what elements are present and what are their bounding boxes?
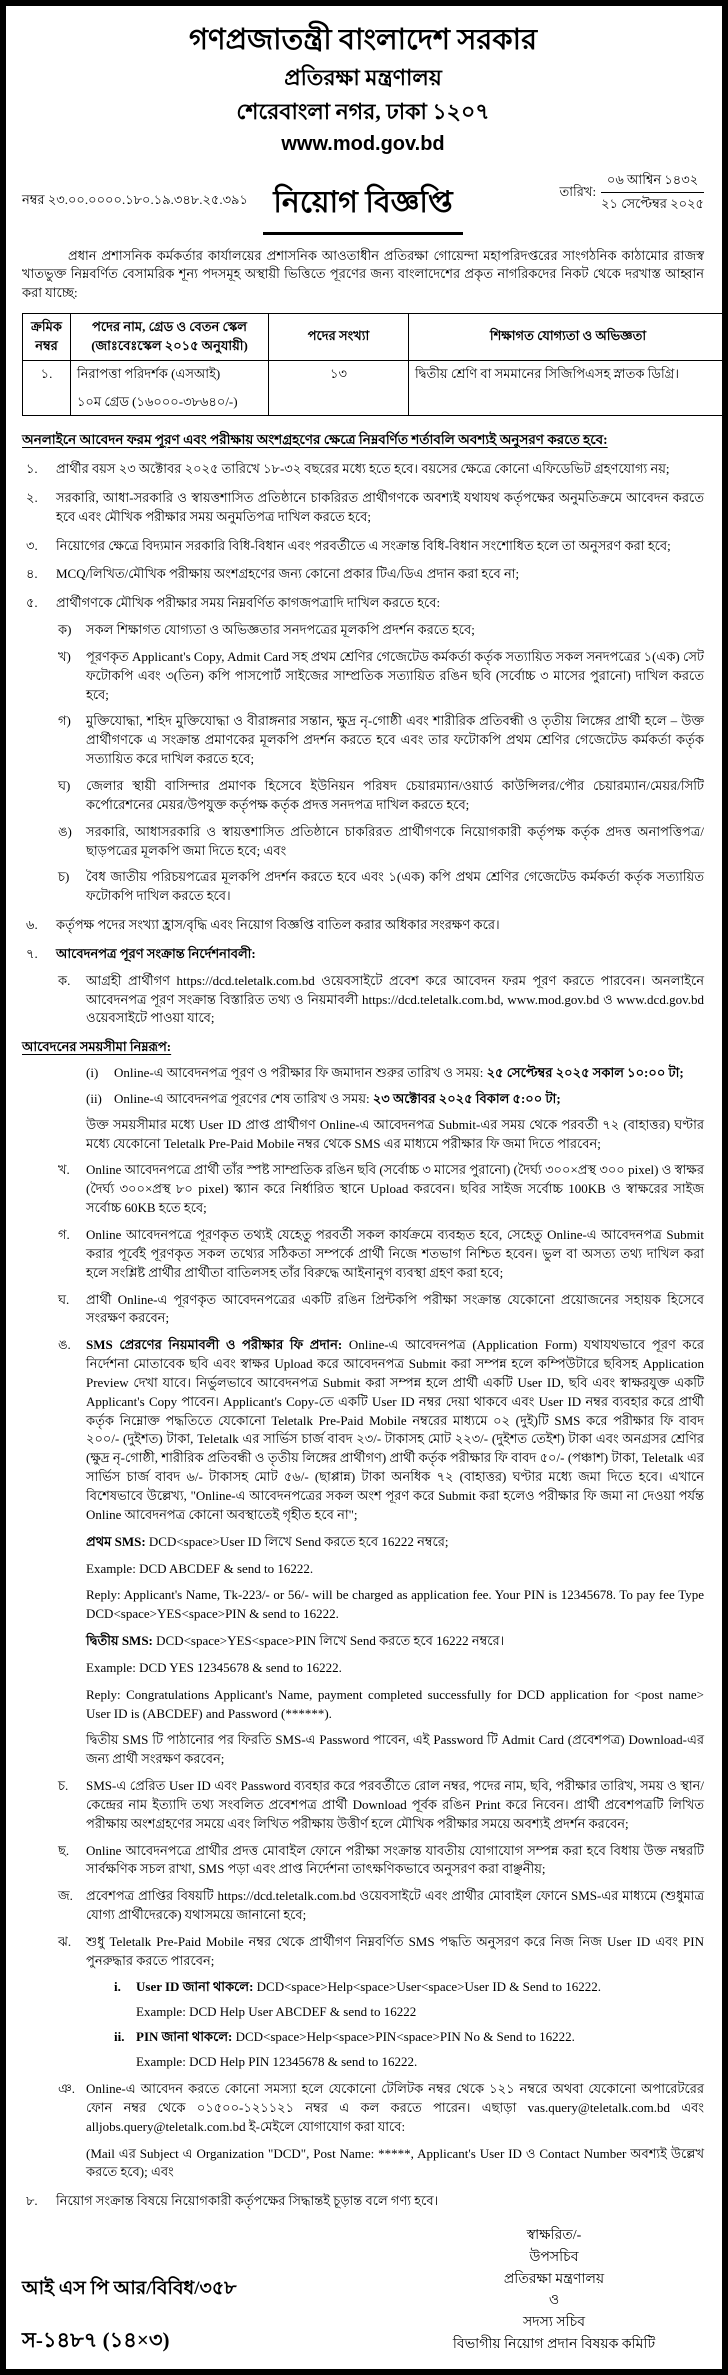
date-bangla: ০৬ আশ্বিন ১৪৩২ — [601, 171, 704, 193]
sub-number: জ. — [58, 1888, 73, 1904]
item-number: ৭. — [26, 945, 38, 961]
instruction-sub-nya — [58, 2080, 704, 2137]
sub-text: Online-এ আবেদন করতে কোনো সমস্যা হলে যেকোনো টেলিটক নম্বর থেকে ১২১ নম্বরে অথবা যেকোনো অপারেটরের ফোন নম্বর থেকে ০১৫০০-১২১১২১ নম্বর এ কল করতে পারেন। এছাড়া vas.query@teletalk.com.bd এবং alljobs.query@teletalk.com.bd ই-মেইলে যোগাযোগ করা যাবে: — [86, 2081, 704, 2134]
deadline-number: (i) — [86, 1065, 99, 1081]
sub-number: গ) — [58, 713, 71, 729]
deadline-text — [114, 1064, 704, 1083]
second-sms-text: DCD<space>YES<space>PIN লিখে Send করতে হবে 16222 নম্বরে। — [156, 1633, 505, 1649]
sub-number: খ) — [58, 648, 71, 664]
sub-number: ছ. — [58, 1842, 70, 1858]
second-sms-reply: Reply: Congratulations Applicant's Name, payment completed successfully for DCD application for <post name> User ID is (ABCDEF) and Password (******). — [86, 1686, 704, 1721]
second-sms-line — [86, 1632, 704, 1651]
password-note: দ্বিতীয় SMS টি পাঠানোর পর ফিরতি SMS-এ Password পাবেন, এই Password টি Admit Card (প্রবেশপত্র) Download-এর জন্য প্রার্থী সংরক্ষণ করবেন; — [86, 1732, 704, 1767]
ministry-address: শেরেবাংলা নগর, ঢাকা ১২০৭ — [236, 99, 490, 125]
signatory-committee: বিভাগীয় নিয়োগ প্রদান বিষয়ক কমিটি — [452, 2336, 656, 2352]
first-sms-reply: Reply: Applicant's Name, Tk-223/- or 56/- will be charged as application fee. Your PIN is 12345678. To pay fee Type DCD<space>YES<space>PIN & send to 16222. — [86, 1587, 704, 1622]
sub-number: ঘ. — [58, 1291, 70, 1307]
document-footer — [22, 2219, 704, 2355]
deadline-note: উক্ত সময়সীমার মধ্যে User ID প্রাপ্ত প্রার্থীগণ Online-এ আবেদনপত্র Submit-এর সময় থেকে পরবর্তী ৭২ (বাহাত্তর) ঘণ্টার মধ্যে যেকোনো Teletalk Pre-Paid Mobile নম্বর থেকে SMS এর মাধ্যমে পরীক্ষার ফি জমা দিতে পারবেন; — [86, 1116, 704, 1151]
item-text: সরকারি, আধা-সরকারি ও স্বায়ত্তশাসিত প্রতিষ্ঠানে চাকরিরত প্রার্থীগণকে অবশ্যই যথাযথ কর্তৃপক্ষের অনুমতিক্রমে আবেদন করতে হবে এবং মৌখিক পরীক্ষার সময় অনুমতিপত্র দাখিল করতে হবে; — [56, 489, 704, 524]
sub-text: প্রার্থী Online-এ পূরণকৃত আবেদনপত্রের একটি রঙিন প্রিন্টকপি পরীক্ষা সংক্রান্ত যেকোনো প্রয়োজনের সহায়ক হিসেবে সংরক্ষণ করবেন; — [86, 1291, 704, 1326]
posts-table — [22, 313, 728, 416]
sub-number: ঙ) — [58, 823, 72, 839]
item-number: ২. — [26, 489, 38, 505]
recovery-command: DCD<space>Help<space>User<space>User ID & Send to 16222. — [256, 1978, 602, 1994]
sub-text: SMS-এ প্রেরিত User ID এবং Password ব্যবহার করে পরবর্তীতে রোল নম্বর, পদের নাম, ছবি, পরীক্ষার তারিখ, সময় ও স্থান/কেন্দ্রের নাম ইত্যাদি তথ্য সংবলিত প্রবেশপত্র প্রার্থী Download পূর্বক রঙিন Print করে নিবেন। প্রার্থী প্রবেশপত্রটি লিখিত পরীক্ষায় অংশগ্রহণের সময়ে এবং লিখিত পরীক্ষায় উত্তীর্ণ হলে মৌখিক পরীক্ষার সময়ে অবশ্যই প্রদর্শন করবেন; — [86, 1778, 704, 1831]
recovery-lead: PIN জানা থাকলে: — [136, 2029, 233, 2045]
signature-block — [404, 2225, 704, 2355]
deadline-label: Online-এ আবেদনপত্র পূরণের শেষ তারিখ ও সময়: — [114, 1090, 370, 1106]
sub-text: সকল শিক্ষাগত যোগ্যতা ও অভিজ্ঞতার সনদপত্রের মূলকপি প্রদর্শন করতে হবে; — [86, 622, 475, 638]
sub-text: পূরণকৃত Applicant's Copy, Admit Card সহ প্রথম শ্রেণির গেজেটেড কর্মকর্তা কর্তৃক সত্যায়িত সকল সনদপত্রের ১(এক) সেট ফটোকপি এবং ৩(তিন) কপি পাসপোর্ট সাইজের সাম্প্রতিক সত্যায়িত রঙিন ছবি (সর্বোচ্চ ৩ মাসের পুরানো) দাখিল করতে হবে; — [86, 648, 704, 702]
item-text: নিয়োগ সংক্রান্ত বিষয়ে নিয়োগকারী কর্তৃপক্ষের সিদ্ধান্তই চূড়ান্ত বলে গণ্য হবে। — [56, 2193, 439, 2209]
item-number: ১. — [26, 461, 38, 476]
recovery-text — [136, 2028, 704, 2047]
col-count: পদের সংখ্যা — [269, 314, 409, 361]
row-post — [71, 360, 269, 416]
row-qualification: দ্বিতীয় শ্রেণি বা সমমানের সিজিপিএসহ স্নাতক ডিগ্রি। — [409, 360, 728, 416]
first-sms-label: প্রথম SMS: — [86, 1533, 146, 1549]
date-label: তারিখ: — [559, 183, 597, 199]
sub-text — [86, 1336, 704, 1524]
second-sms-example: Example: DCD YES 12345678 & send to 16222. — [86, 1659, 342, 1675]
sub-text: বৈধ জাতীয় পরিচয়পত্রের মূলকপি প্রদর্শন করতে হবে এবং ১(এক) কপি প্রথম শ্রেণির গেজেটেড কর্মকর্তা কর্তৃক সত্যায়িত ফটোকপি দাখিল করতে হবে। — [86, 869, 704, 904]
sub-number: ক. — [58, 972, 71, 988]
row-serial: ১. — [23, 360, 71, 416]
deadline-text — [114, 1090, 704, 1109]
signatory-title-2: সদস্য সচিব — [522, 2314, 585, 2330]
sub-number: খ. — [58, 1162, 70, 1178]
post-grade: ১০ম গ্রেড (১৬০০০-৩৮৬৪০/-) — [77, 393, 238, 409]
instruction-sub-cha — [58, 1842, 704, 1880]
ministry-website: www.mod.gov.bd — [281, 133, 445, 156]
condition-5-sub-ga — [58, 712, 704, 769]
sub-number: গ. — [58, 1227, 70, 1242]
item-text: প্রার্থীর বয়স ২৩ অক্টোবর ২০২৫ তারিখে ১৮-৩২ বছরের মধ্যে হতে হবে। বয়সের ক্ষেত্রে কোনো এফিডেভিট গ্রহণযোগ্য নয়; — [56, 461, 670, 476]
recovery-number: i. — [114, 1978, 121, 1994]
sms-rules-lead: SMS প্রেরণের নিয়মাবলী ও পরীক্ষার ফি প্রদান: — [86, 1337, 343, 1353]
first-sms-example: Example: DCD ABCDEF & send to 16222. — [86, 1560, 314, 1576]
instruction-sub-ca — [58, 1777, 704, 1834]
notice-title: নিয়োগ বিজ্ঞপ্তি — [263, 181, 462, 235]
issue-date — [469, 171, 704, 214]
instruction-sub-kha — [58, 1161, 704, 1218]
sub-text: সরকারি, আধাসরকারি ও স্বায়ত্তশাসিত প্রতিষ্ঠানে চাকরিরত প্রার্থীগণকে নিয়োগকারী কর্তৃপক্ষ কর্তৃক প্রদত্ত অনাপত্তিপত্র/ছাড়পত্রের মূলকপি জমা দিতে হবে; এবং — [86, 823, 704, 858]
sub-number: ঞ. — [58, 2081, 75, 2097]
deadline-item-ii — [86, 1090, 704, 1109]
sub-number: ক) — [58, 622, 72, 638]
item-text: প্রার্থীগণকে মৌখিক পরীক্ষার সময় নিম্নবর্ণিত কাগজপত্রাদি দাখিল করতে হবে: — [56, 595, 441, 611]
condition-item-3 — [22, 537, 704, 556]
signatory-ministry: প্রতিরক্ষা মন্ত্রণালয় — [503, 2271, 605, 2287]
sub-number: চ. — [58, 1778, 69, 1794]
recovery-text — [136, 1978, 704, 1997]
sub-text: প্রবেশপত্র প্রাপ্তির বিষয়টি https://dcd.teletalk.com.bd ওয়েবসাইটে এবং প্রার্থীর মোবাইল ফোনে SMS-এর মাধ্যমে (শুধুমাত্র যোগ্য প্রার্থীদেরকে) যথাসময়ে জানানো হবে; — [86, 1888, 704, 1923]
condition-item-5 — [22, 594, 704, 613]
instruction-sub-jha — [58, 1933, 704, 1971]
deadline-heading: আবেদনের সময়সীমা নিম্নরূপ: — [22, 1039, 172, 1055]
item-text: MCQ/লিখিত/মৌখিক পরীক্ষায় অংশগ্রহণের জন্য কোনো প্রকার টিএ/ডিএ প্রদান করা হবে না; — [56, 566, 520, 582]
condition-5-sub-uma — [58, 823, 704, 861]
instructions-heading: আবেদনপত্র পূরণ সংক্রান্ত নির্দেশনাবলী: — [56, 945, 256, 961]
condition-5-sub-kha — [58, 648, 704, 705]
deadline-number: (ii) — [86, 1090, 102, 1106]
item-text: নিয়োগের ক্ষেত্রে বিদ্যমান সরকারি বিধি-বিধান এবং পরবর্তীতে এ সংক্রান্ত বিধি-বিধান সংশোধিত হলে তা অনুসরণ করা হবে; — [56, 537, 671, 553]
signature-conjunction: ও — [548, 2293, 560, 2309]
second-sms-label: দ্বিতীয় SMS: — [86, 1633, 153, 1649]
recovery-number: ii. — [114, 2029, 125, 2045]
sub-number: ঘ) — [58, 777, 71, 793]
row-count: ১৩ — [269, 360, 409, 416]
sub-text: Online আবেদনপত্রে প্রার্থীর প্রদত্ত মোবাইল ফোনে পরীক্ষা সংক্রান্ত যাবতীয় যোগাযোগ সম্পন্ন করা হবে বিধায় উক্ত নম্বরটি সার্বক্ষণিক সচল রাখা, SMS পড়া এবং প্রাপ্ত নির্দেশনা তাৎক্ষণিকভাবে অনুসরণ করা বাঞ্ছনীয়; — [86, 1842, 704, 1877]
recovery-example-ii: Example: DCD Help PIN 12345678 & send to 16222. — [136, 2054, 418, 2070]
signatory-title: উপসচিব — [529, 2249, 579, 2265]
item-text: কর্তৃপক্ষ পদের সংখ্যা হ্রাস/বৃদ্ধি এবং নিয়োগ বিজ্ঞপ্তি বাতিল করার অধিকার সংরক্ষণ করে। — [56, 917, 500, 933]
recovery-command: DCD<space>Help<space>PIN<space>PIN No & Send to 16222. — [235, 2029, 575, 2045]
deadline-label: Online-এ আবেদনপত্র পূরণ ও পরীক্ষার ফি জমাদান শুরুর তারিখ ও সময়: — [114, 1065, 484, 1081]
recovery-item-ii — [114, 2028, 704, 2047]
instruction-sub-ka — [58, 972, 704, 1029]
sub-text: মুক্তিযোদ্ধা, শহিদ মুক্তিযোদ্ধা ও বীরাঙ্গনার সন্তান, ক্ষুদ্র নৃ-গোষ্ঠী এবং শারীরিক প্রতিবন্ধী ও তৃতীয় লিঙ্গের প্রার্থী হলে – উক্ত প্রার্থীগণকে এ সংক্রান্ত প্রমাণকের মূলকপি প্রদর্শন করতে হবে এবং তার ফটোকপি প্রথম শ্রেণির গেজেটেড কর্মকর্তা কর্তৃক সত্যায়িত করে দাখিল করতে হবে; — [86, 713, 704, 767]
sub-text: জেলার স্থায়ী বাসিন্দার প্রমাণক হিসেবে ইউনিয়ন পরিষদ চেয়ারম্যান/ওয়ার্ড কাউন্সিলর/পৌর চেয়ারম্যান/মেয়র/সিটি কর্পোরেশনের মেয়র/উপযুক্ত কর্তৃপক্ষ কর্তৃক প্রদত্ত সনদপত্র দাখিল করতে হবে; — [86, 777, 704, 812]
condition-item-2 — [22, 489, 704, 527]
memo-title-date-row — [22, 165, 704, 235]
item-number: ৫. — [26, 595, 38, 611]
first-sms-text: DCD<space>User ID লিখে Send করতে হবে 16222 নম্বরে; — [148, 1533, 449, 1549]
sub-number: ঝ. — [58, 1934, 72, 1949]
instruction-sub-ga — [58, 1226, 704, 1283]
deadline-value: ২৫ সেপ্টেম্বর ২০২৫ সকাল ১০:০০ টা; — [486, 1065, 684, 1081]
post-name: নিরাপত্তা পরিদর্শক (এসআই) — [77, 365, 221, 381]
ministry-name: প্রতিরক্ষা মন্ত্রণালয় — [284, 65, 442, 91]
first-sms-line — [86, 1533, 704, 1552]
col-qualification: শিক্ষাগত যোগ্যতা ও অভিজ্ঞতা — [409, 314, 728, 361]
deadline-value: ২৩ অক্টোবর ২০২৫ বিকাল ৫:০০ টা; — [372, 1090, 561, 1106]
sub-text: শুধু Teletalk Pre-Paid Mobile নম্বর থেকে প্রার্থীগণ নিম্নবর্ণিত SMS পদ্ধতি অনুসরণ করে নিজ নিজ User ID এবং PIN পুনরুদ্ধার করতে পারবেন; — [86, 1934, 704, 1968]
col-serial: ক্রমিক নম্বর — [23, 314, 71, 361]
instruction-sub-uma — [58, 1336, 704, 1524]
recovery-lead: User ID জানা থাকলে: — [136, 1978, 254, 1994]
condition-5-sub-ka — [58, 621, 704, 640]
table-row — [23, 360, 728, 416]
sub-text: Online আবেদনপত্রে পূরণকৃত তথ্যই যেহেতু পরবর্তী সকল কার্যক্রমে ব্যবহৃত হবে, সেহেতু Online-এ আবেদনপত্র Submit করার পূর্বেই পূরণকৃত সকল তথ্যের সঠিকতা সম্পর্কে প্রার্থী নিজে শতভাগ নিশ্চিত হবেন। ভুল বা অসত্য তথ্য দাখিল করা হলে সংশ্লিষ্ট প্রার্থীর প্রার্থীতা বাতিলসহ তাঁর বিরুদ্ধে আইনানুগ ব্যবস্থা গ্রহণ করা হবে; — [86, 1227, 704, 1280]
ispr-code: আই এস পি আর/বিবিধ/৩৫৮ — [22, 2278, 237, 2300]
item-number: ৬. — [26, 917, 38, 933]
sub-text: Online আবেদনপত্রে প্রার্থী তাঁর স্পষ্ট সাম্প্রতিক রঙিন ছবি (সর্বোচ্চ ৩ মাসের পুরানো) (দৈর্ঘ্য ৩০০×প্রস্থ ৩০০ pixel) ও স্বাক্ষর (দৈর্ঘ্য ৩০০×প্রস্থ ৮০ pixel) স্ক্যান করে নির্ধারিত স্থানে Upload করবেন। ছবির সাইজ সর্বোচ্চ 100KB ও স্বাক্ষরের সাইজ সর্বোচ্চ 60KB হতে হবে; — [86, 1162, 704, 1216]
conditions-heading: অনলাইনে আবেদন ফরম পূরণ এবং পরীক্ষায় অংশগ্রহণের ক্ষেত্রে নিম্নবর্ণিত শর্তাবলি অবশ্যই অনুসরণ করতে হবে: — [22, 432, 608, 448]
sms-rules-body: Online-এ আবেদনপত্র (Application Form) যথাযথভাবে পূরণ করে নির্দেশনা মোতাবেক ছবি এবং স্বাক্ষর Upload করে আবেদনপত্র Submit করা সম্পন্ন হলে কম্পিউটারে ছবিসহ Application Preview দেখা যাবে। নির্ভুলভাবে আবেদনপত্র Submit করা সম্পন্ন হলে প্রার্থী একটি User ID, ছবি এবং স্বাক্ষরযুক্ত একটি Applicant's Copy পাবেন। Applicant's Copy-তে একটি User ID নম্বর দেয়া থাকবে এবং User ID নম্বর ব্যবহার করে প্রার্থী কর্তৃক নিম্নোক্ত পদ্ধতিতে যেকোনো Teletalk Pre-Paid Mobile নম্বরের মাধ্যমে ০২ (দুই)টি SMS করে পরীক্ষার ফি বাবদ ২০০/- (দুইশত) টাকা, Teletalk এর সার্ভিস চার্জ বাবদ ২৩/- টাকাসহ মোট ২২৩/- (দুইশত তেইশ) টাকা এবং অনগ্রসর শ্রেণির (ক্ষুদ্র নৃ-গোষ্ঠী, শারীরিক প্রতিবন্ধী ও তৃতীয় লিঙ্গের প্রার্থীগণ) প্রার্থী কর্তৃক পরীক্ষার ফি বাবদ ৫০/- (পঞ্চাশ) টাকা, Teletalk এর সার্ভিস চার্জ বাবদ ৬/- টাকাসহ মোট ৫৬/- (ছাপ্পান্ন) টাকা অনধিক ৭২ (বাহাত্তর) ঘণ্টার মধ্যে জমা দিতে হবে। এখানে বিশেষভাবে উল্লেখ্য, "Online-এ আবেদনপত্রের সকল অংশ পূরণ করে Submit করা হলেও পরীক্ষার ফি জমা না দেওয়া পর্যন্ত Online আবেদনপত্র কোনো অবস্থাতেই গৃহীত হবে না"; — [86, 1337, 705, 1522]
intro-paragraph: প্রধান প্রশাসনিক কর্মকর্তার কার্যালয়ের প্রশাসনিক আওতাধীন প্রতিরক্ষা গোয়েন্দা মহাপরিদপ্তরের সাংগঠনিক কাঠামোর রাজস্ব খাতভুক্ত নিম্নবর্ণিত বেসামরিক শূন্য পদসমূহ অস্থায়ী ভিত্তিতে পূরণের জন্য বাংলাদেশের প্রকৃত নাগরিকদের নিকট থেকে দরখাস্ত আহ্বান করা যাচ্ছে: — [22, 247, 704, 301]
deadline-item-i — [86, 1064, 704, 1083]
recovery-item-i — [114, 1978, 704, 1997]
footer-codes — [22, 2275, 404, 2355]
serial-code: স-১৪৮৭ (১৪×৩) — [22, 2327, 170, 2352]
memo-number: নম্বর ২৩.০০.০০০০.১৮০.১৯.৩৪৮.২৫.৩৯১ — [22, 192, 248, 208]
sub-text: আগ্রহী প্রার্থীগণ https://dcd.teletalk.com.bd ওয়েবসাইটে প্রবেশ করে আবেদন ফরম পূরণ করতে পারবেন। অনলাইনে আবেদনপত্র পূরণ সংক্রান্ত বিস্তারিত তথ্য ও নিয়মাবলী https://dcd.teletalk.com.bd, www.mod.gov.bd ও www.dcd.gov.bd ওয়েবসাইটে পাওয়া যাবে; — [86, 972, 704, 1026]
item-number: ৪. — [26, 566, 38, 582]
condition-item-7 — [22, 945, 704, 964]
mail-subject-note: (Mail এর Subject এ Organization "DCD", Post Name: *****, Applicant's User ID ও Contact Number অবশ্যই উল্লেখ করতে হবে); এবং — [86, 2145, 704, 2180]
condition-5-sub-cha — [58, 868, 704, 906]
col-post: পদের নাম, গ্রেড ও বেতন স্কেল (জাঃবেঃস্কেল ২০১৫ অনুযায়ী) — [71, 314, 269, 361]
condition-item-8 — [22, 2192, 704, 2211]
notice-title-wrap — [257, 181, 468, 235]
instruction-sub-ja — [58, 1887, 704, 1925]
condition-item-6 — [22, 916, 704, 935]
date-gregorian: ২১ সেপ্টেম্বর ২০২৫ — [601, 195, 704, 211]
condition-item-4 — [22, 565, 704, 584]
item-number: ৩. — [26, 537, 38, 553]
instruction-sub-gha — [58, 1291, 704, 1329]
condition-item-1 — [22, 460, 704, 479]
table-header-row — [23, 314, 728, 361]
recovery-example-i: Example: DCD Help User ABCDEF & send to 16222 — [136, 2003, 417, 2019]
signed-label: স্বাক্ষরিত/- — [526, 2228, 582, 2244]
government-title: গণপ্রজাতন্ত্রী বাংলাদেশ সরকার — [188, 24, 538, 56]
item-number: ৮. — [26, 2193, 38, 2209]
sub-number: ঙ. — [58, 1337, 71, 1353]
sub-number: চ) — [58, 869, 70, 885]
condition-5-sub-gha — [58, 777, 704, 815]
date-stack — [601, 171, 704, 214]
